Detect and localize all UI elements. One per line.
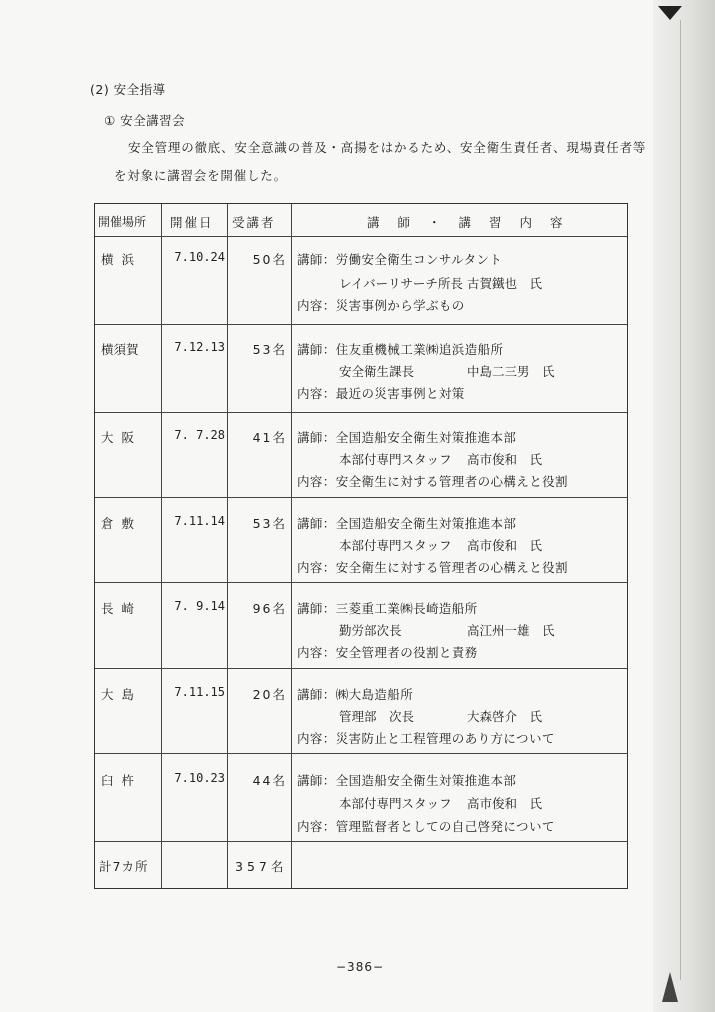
- intro-text-line1: 安全管理の徹底、安全意識の普及・高揚をはかるため、安全衛生責任者、現場責任者等: [128, 140, 647, 155]
- lecturer-name: 高市俊和 氏: [467, 796, 543, 811]
- row-count: 96名: [252, 601, 287, 616]
- binding-marker-top-icon: [658, 6, 682, 20]
- header-place: 開催場所: [98, 215, 147, 229]
- row-lecturer: 講師：全国造船安全衛生対策推進本部: [297, 430, 517, 445]
- lecturer-title: 本部付専門スタッフ: [339, 538, 452, 553]
- lecturer-name: 高市俊和 氏: [467, 452, 543, 467]
- row-count: 44名: [252, 773, 287, 788]
- lecturer-title: 勤労部次長: [339, 623, 402, 638]
- row-date: 7. 7.28: [174, 428, 225, 442]
- row-lecturer: 講師：㈱大島造船所: [297, 687, 414, 702]
- header-count: 受講者: [232, 215, 276, 230]
- total-place: 計7カ所: [99, 859, 149, 874]
- seminar-table: [94, 203, 628, 889]
- section-heading: (2) 安全指導: [90, 82, 166, 97]
- row-topic: 内容：安全衛生に対する管理者の心構えと役割: [297, 474, 568, 489]
- header-content: 講師・講習内容: [367, 215, 581, 230]
- binding-marker-bottom-icon: [662, 972, 678, 1002]
- lecturer-title: レイバーリサーチ所長: [339, 276, 463, 291]
- lecturer-name: 中島二三男 氏: [467, 364, 555, 379]
- page-number: −386−: [336, 960, 385, 974]
- row-place: 臼杵: [101, 773, 143, 788]
- lecturer-name: 高市俊和 氏: [467, 538, 543, 553]
- row-lecturer: 講師：全国造船安全衛生対策推進本部: [297, 516, 517, 531]
- row-place: 横須賀: [101, 342, 139, 357]
- row-lecturer: 講師：全国造船安全衛生対策推進本部: [297, 773, 517, 788]
- row-count: 53名: [252, 342, 287, 357]
- row-date: 7.10.23: [174, 771, 225, 785]
- row-lecturer: 講師：労働安全衛生コンサルタント: [297, 252, 503, 267]
- lecturer-name: 高江州一雄 氏: [467, 623, 555, 638]
- binding-edge: [653, 0, 715, 1012]
- total-count: 357名: [235, 859, 288, 874]
- lecturer-name: 古賀鐵也 氏: [467, 276, 543, 291]
- subsection-heading: ① 安全講習会: [104, 113, 186, 128]
- row-place: 長崎: [101, 601, 143, 616]
- row-place: 大阪: [101, 430, 143, 445]
- row-date: 7.12.13: [174, 340, 225, 354]
- row-topic: 内容：災害事例から学ぶもの: [297, 298, 465, 313]
- row-lecturer: 講師：住友重機械工業㈱追浜造船所: [297, 342, 504, 357]
- row-count: 20名: [252, 687, 287, 702]
- row-place: 倉敷: [101, 516, 143, 531]
- row-topic: 内容：安全衛生に対する管理者の心構えと役割: [297, 560, 568, 575]
- row-date: 7.10.24: [174, 250, 225, 264]
- row-place: 横浜: [101, 252, 143, 267]
- row-count: 53名: [252, 516, 287, 531]
- row-topic: 内容：最近の災害事例と対策: [297, 386, 465, 401]
- row-lecturer: 講師：三菱重工業㈱長崎造船所: [297, 601, 478, 616]
- intro-text-line2: を対象に講習会を開催した。: [114, 168, 287, 183]
- lecturer-title: 管理部 次長: [339, 709, 415, 724]
- row-count: 41名: [252, 430, 287, 445]
- header-date: 開催日: [170, 215, 214, 230]
- row-date: 7.11.14: [174, 514, 225, 528]
- row-date: 7.11.15: [174, 685, 225, 699]
- lecturer-name: 大森啓介 氏: [467, 709, 543, 724]
- lecturer-title: 本部付専門スタッフ: [339, 452, 452, 467]
- row-count: 50名: [252, 252, 287, 267]
- row-topic: 内容：管理監督者としての自己啓発について: [297, 819, 555, 834]
- lecturer-title: 安全衛生課長: [339, 364, 415, 379]
- binding-line: [680, 20, 681, 980]
- row-date: 7. 9.14: [174, 599, 225, 613]
- row-topic: 内容：安全管理者の役割と責務: [297, 645, 478, 660]
- row-place: 大島: [101, 687, 143, 702]
- row-topic: 内容：災害防止と工程管理のあり方について: [297, 731, 555, 746]
- lecturer-title: 本部付専門スタッフ: [339, 796, 452, 811]
